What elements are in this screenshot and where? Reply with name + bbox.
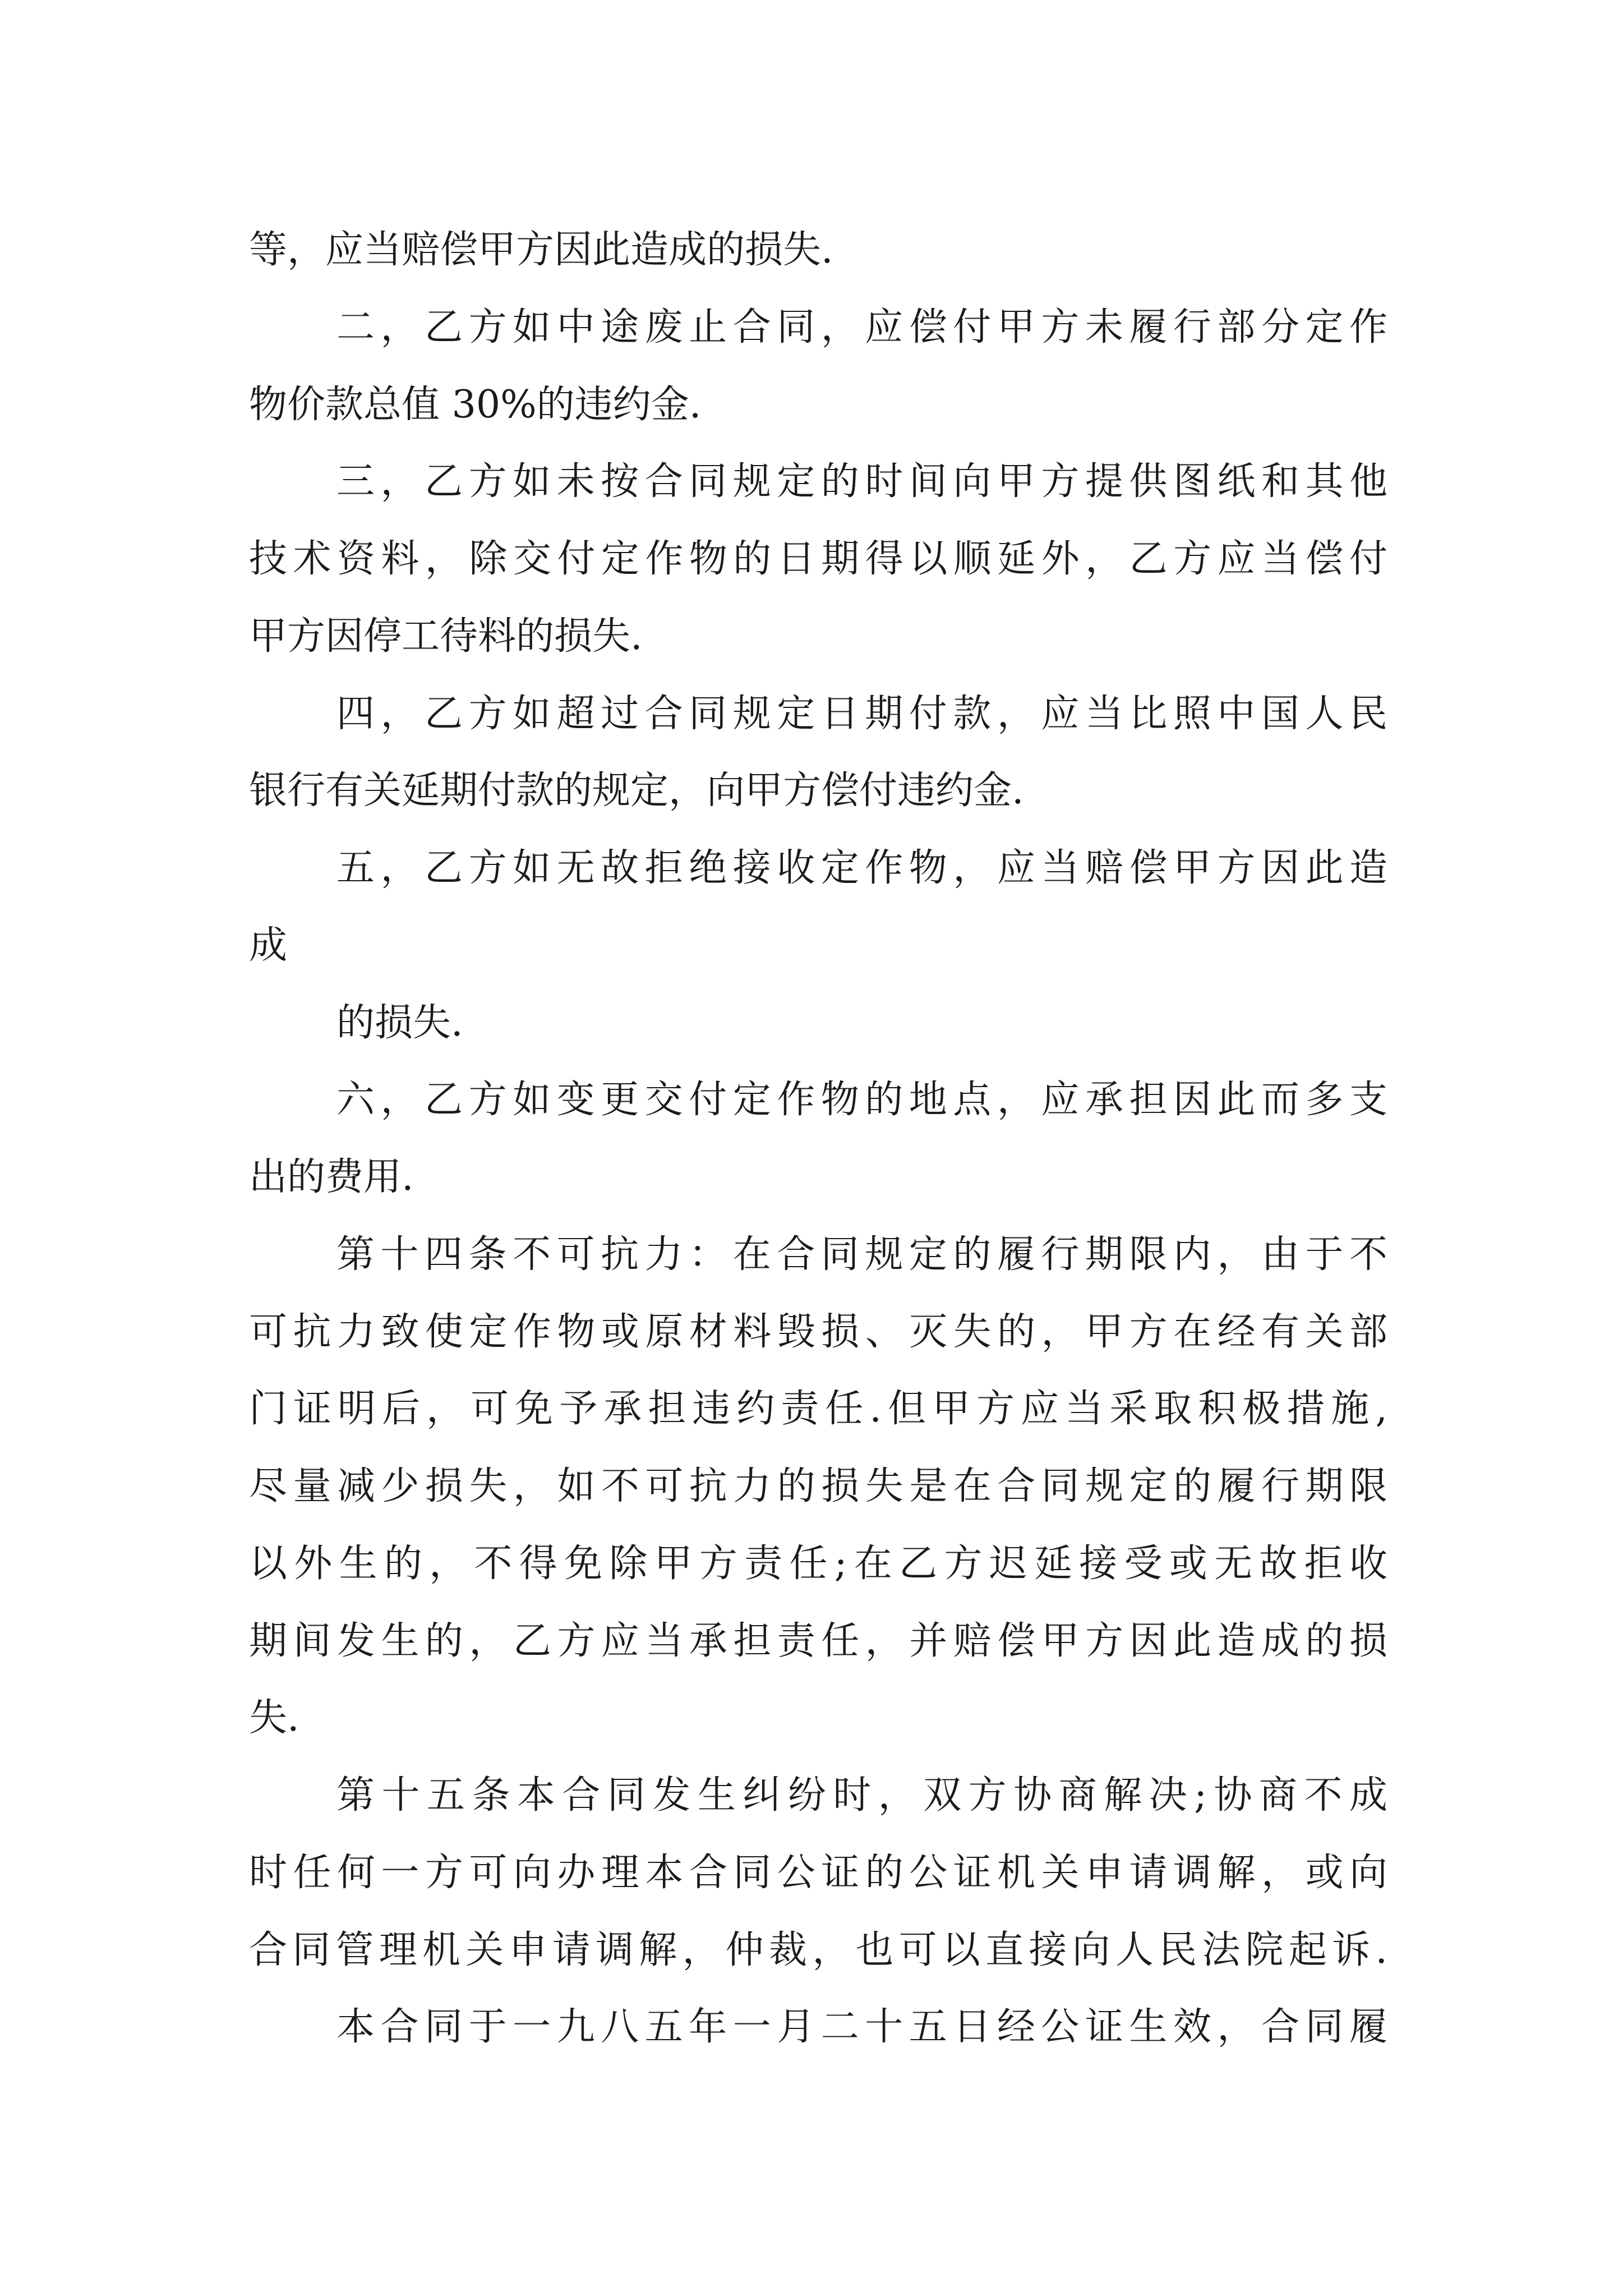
text-line: 出的费用. (249, 1155, 414, 1199)
text-line: 技术资料，除交付定作物的日期得以顺延外，乙方应当偿付 (249, 537, 1387, 581)
text-line: 甲方因停工待料的损失. (249, 614, 643, 659)
text-line: 等，应当赔偿甲方因此造成的损失. (249, 228, 833, 272)
text-line: 期间发生的，乙方应当承担责任，并赔偿甲方因此造成的损 (249, 1619, 1387, 1663)
text-line: 三，乙方如未按合同规定的时间向甲方提供图纸和其他 (336, 459, 1387, 504)
text-line: 第十四条不可抗力：在合同规定的履行期限内，由于不 (336, 1232, 1387, 1277)
text-line: 六，乙方如变更交付定作物的地点，应承担因此而多支 (336, 1078, 1387, 1122)
text-line: 四，乙方如超过合同规定日期付款，应当比照中国人民 (336, 692, 1387, 736)
text-line: 时任何一方可向办理本合同公证的公证机关申请调解，或向 (249, 1851, 1387, 1895)
text-line: 合同管理机关申请调解，仲裁，也可以直接向人民法院起诉. (249, 1928, 1387, 1972)
text-line: 失. (249, 1696, 299, 1740)
text-line: 银行有关延期付款的规定，向甲方偿付违约金. (249, 769, 1024, 813)
text-line: 的损失. (336, 1001, 463, 1045)
text-line: 成 (249, 923, 288, 968)
text-line: 本合同于一九八五年一月二十五日经公证生效，合同履 (336, 2005, 1387, 2049)
text-line: 第十五条本合同发生纠纷时，双方协商解决;协商不成 (336, 1773, 1387, 1818)
text-line: 物价款总值 30%的违约金. (249, 383, 702, 427)
text-line: 二，乙方如中途废止合同，应偿付甲方未履行部分定作 (336, 305, 1387, 349)
text-line: 五，乙方如无故拒绝接收定作物，应当赔偿甲方因此造 (336, 846, 1387, 890)
text-line: 可抗力致使定作物或原材料毁损、灭失的，甲方在经有关部 (249, 1310, 1387, 1354)
text-line: 以外生的，不得免除甲方责任;在乙方迟延接受或无故拒收 (249, 1542, 1387, 1586)
text-line: 尽量减少损失，如不可抗力的损失是在合同规定的履行期限 (249, 1464, 1387, 1508)
text-line: 门证明后，可免予承担违约责任.但甲方应当采取积极措施, (249, 1387, 1387, 1431)
